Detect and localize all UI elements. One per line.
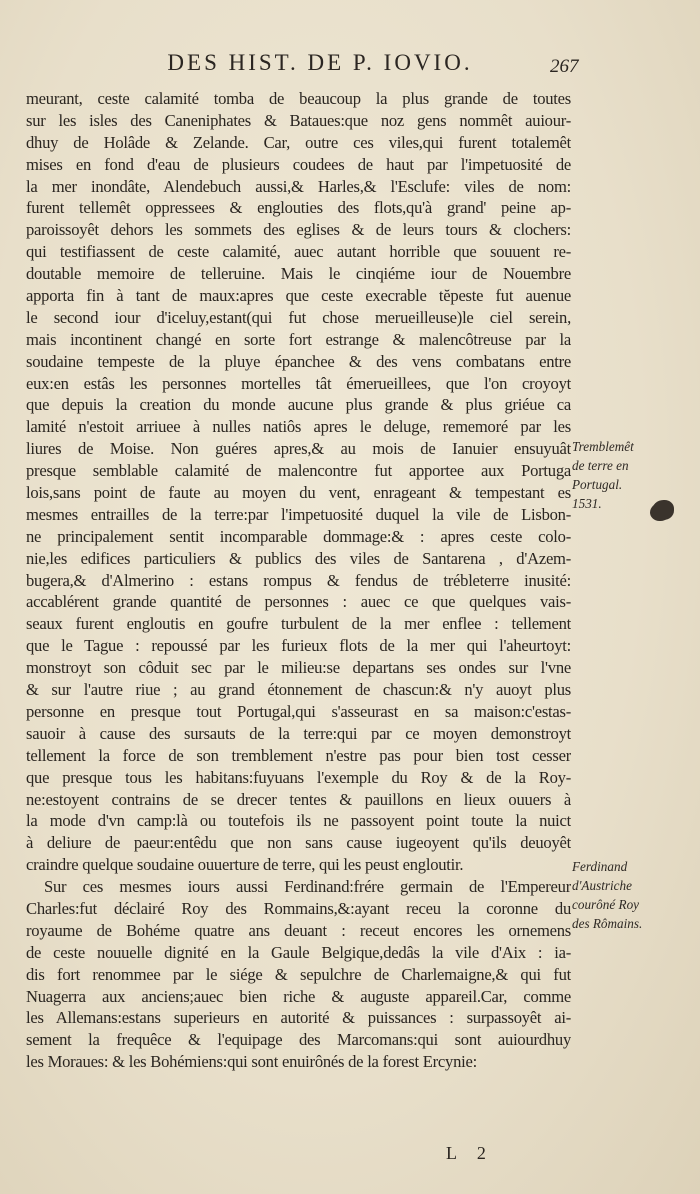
text-line: craindre quelque soudaine ouuerture de terre, qui les peust engloutir. [26, 855, 464, 875]
margin-note-line: d'Austriche [572, 878, 632, 893]
text-line: seaux furent engloutis en goufre turbulent de la mer enflee : tellement [26, 614, 571, 634]
text-line: personne en presque tout Portugal,qui s'asseurast en sa maison:c'estas- [26, 701, 571, 721]
text-line: que le Tague : repoussé par les furieux flots de la mer qui l'aheurtoyt: [26, 636, 571, 656]
margin-note-line: 1531. [572, 496, 602, 511]
text-line: la mode d'vn camp:là ou toutefois ils ne passoyent point toute la nuict [26, 811, 571, 831]
text-line: les Moraues: & les Bohémiens:qui sont enuirônés de la forest Ercynie: [26, 1052, 477, 1072]
text-line: soudaine tempeste de la pluye épanchee & des vens combatans entre [26, 351, 571, 371]
text-line: meurant, ceste calamité tomba de beaucoup la plus grande de toutes [26, 89, 571, 108]
text-line: accablérent grande quantité de personnes : auec ce que quelques vais- [26, 592, 571, 612]
text-line: doutable memoire de telleruine. Mais le cinqiéme iour de Nouembre [26, 264, 571, 284]
margin-note-line: Ferdinand [572, 859, 628, 874]
text-line: que presque tous les habitans:fuyuans l'exemple du Roy & de la Roy- [26, 767, 571, 787]
text-line: ne principalement sentit incomparable dommage:& : apres ceste colo- [26, 526, 571, 546]
text-line: Sur ces mesmes iours aussi Ferdinand:frére germain de l'Empereur [44, 877, 571, 897]
text-line: presque semblable calamité de malencontre fut apportee aux Portuga [26, 461, 571, 481]
margin-note-line: Portugal. [572, 477, 623, 492]
running-head: DES HIST. DE P. IOVIO. [167, 50, 473, 75]
margin-note-ferdinand [572, 857, 690, 933]
text-line: mises en fond d'eau de plusieurs coudees de haut par l'impetuosité de [26, 154, 571, 174]
margin-note-earthquake [572, 437, 690, 513]
text-line: les Allemans:estans superieurs en autorité & puissances : surpassoyêt ai- [26, 1008, 571, 1028]
text-line: sur les isles des Caneniphates & Bataues:que noz gens nommêt auiour- [26, 110, 571, 130]
text-line: apporta fin à tant de maux:apres que ceste execrable tĕpeste fut auenue [26, 286, 571, 306]
text-line: royaume de Bohéme quatre ans deuant : receut encores les ornemens [26, 920, 571, 940]
text-line: de ceste nouuelle dignité en la Gaule Belgique,dedâs la vile d'Aix : ia- [26, 942, 571, 962]
text-line: & sur l'autre riue ; au grand étonnement de chascun:& n'y auoyt plus [26, 680, 571, 700]
text-line: paroissoyêt dehors les sommets des eglises & de leurs tours & clochers: [26, 220, 571, 240]
text-line: sauoir à cause des sursauts de la terre:qui par ce moyen demonstroyt [26, 723, 571, 743]
text-line: à deliure de paeur:entêdu que non sans cause iugeoyent qu'ils deuoyêt [26, 833, 571, 853]
text-line: tellement la force de son tremblement n'estre pas pour bien tost cesser [26, 745, 571, 765]
text-line: que depuis la creation du monde aucune plus grande & plus griéue ca [26, 395, 571, 415]
signature-mark: L 2 [446, 1143, 494, 1163]
text-line: dis fort renommee par le siége & sepulchre de Charlemaigne,& qui fut [26, 964, 571, 984]
margin-note-line: de terre en [572, 458, 629, 473]
body-text [26, 88, 571, 1073]
text-line: mesmes entrailles de la terre:par l'impetuosité duquel la vile de Lisbon- [26, 504, 571, 524]
ink-blot-mark [652, 500, 674, 520]
text-line: la mer inondâte, Alendebuch aussi,& Harles,& l'Esclufe: viles de nom: [26, 176, 571, 196]
text-line: ne:estoyent contrains de se drecer tentes & pauillons en lieux ouuers à [26, 789, 571, 809]
text-line: Nuagerra aux anciens;auec bien riche & auguste appareil.Car, comme [26, 986, 571, 1006]
text-line: nie,les edifices particuliers & publics des viles de Santarena , d'Azem- [26, 548, 571, 568]
text-line: bugera,& d'Almerino : estans rompus & fendus de trébleterre inusité: [26, 570, 571, 590]
margin-note-line: des Rômains. [572, 916, 643, 931]
page-number: 267 [550, 56, 579, 77]
text-line: le second iour d'iceluy,estant(qui fut chose merueilleuse)le ciel serein, [26, 307, 571, 327]
text-line: mais incontinent changé en sorte fort estrange & malencôtreuse par la [26, 329, 571, 349]
text-line: dhuy de Holâde & Zelande. Car, outre ces viles,qui furent totalemêt [26, 132, 571, 152]
text-line: eux:en estâs les personnes mortelles tât émerueillees, que l'on croyoyt [26, 373, 571, 393]
margin-note-line: Tremblemêt [572, 439, 634, 454]
margin-note-line: courôné Roy [572, 897, 640, 912]
text-line: monstroyt son côduit sec par le milieu:se departans ses ondes sur l'vne [26, 658, 571, 678]
text-line: liures de Moise. Non guéres apres,& au mois de Ianuier ensuyuât [26, 439, 571, 459]
text-line: Charles:fut déclairé Roy des Rommains,&:ayant receu la coronne du [26, 898, 571, 918]
text-line: sement la frequêce & l'equipage des Marcomans:qui sont auiourdhuy [26, 1030, 571, 1050]
text-line: qui testifiassent de ceste calamité, auec autant horrible que souuent re- [26, 242, 571, 262]
text-line: lois,sans point de faute au moyen du vent, enrageant & tempestant es [26, 483, 571, 503]
text-line: lamité n'estoit arriuee à nulles natiôs apres le deluge, rememoré par les [26, 417, 571, 437]
text-line: furent tellemêt oppressees & englouties des flots,qu'à grand' peine ap- [26, 198, 571, 218]
